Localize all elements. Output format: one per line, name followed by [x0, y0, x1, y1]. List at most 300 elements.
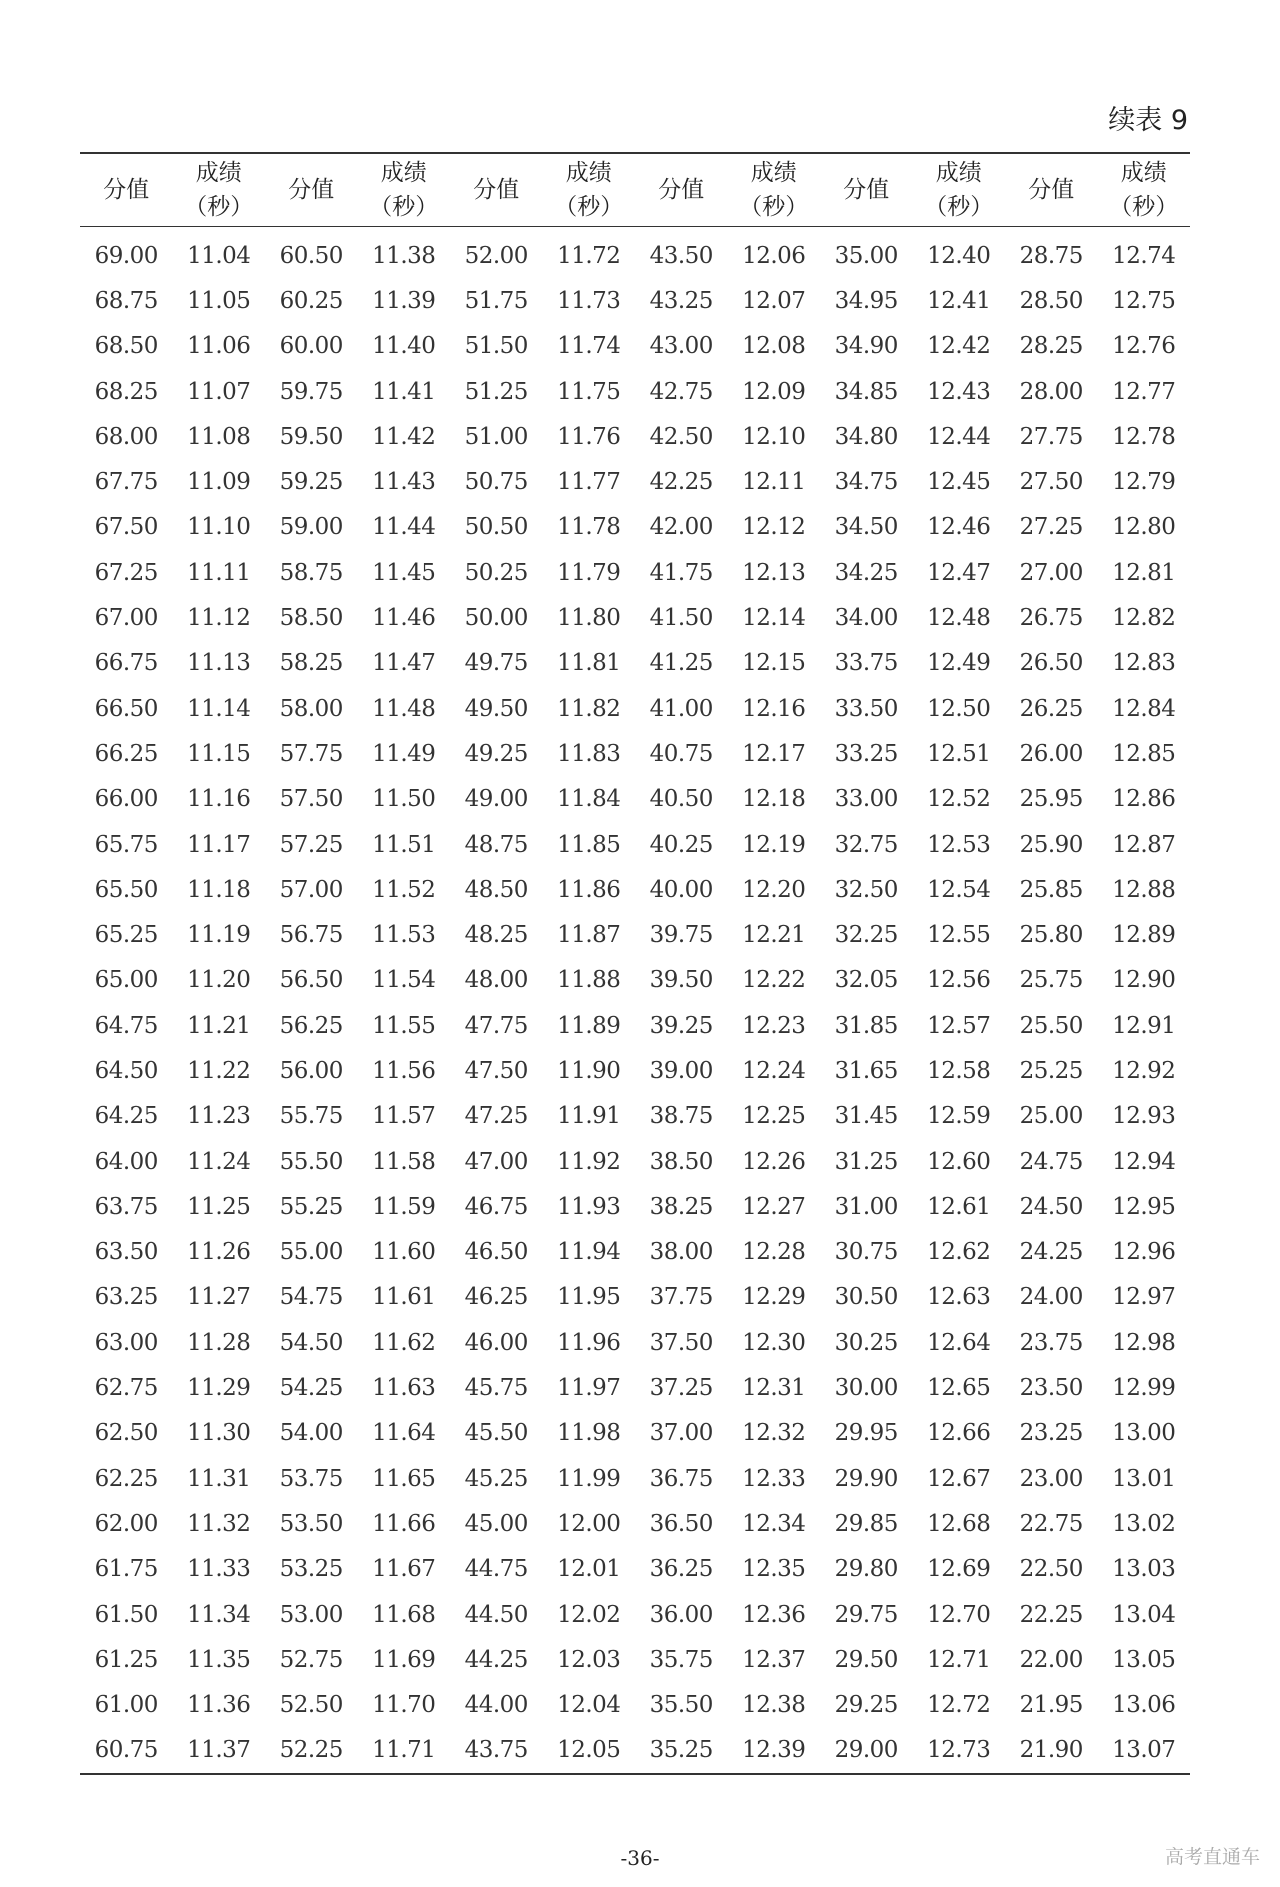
score-cell: 42.00 [649, 514, 713, 541]
result-cell: 12.26 [742, 1148, 806, 1175]
score-cell: 63.00 [94, 1329, 158, 1356]
result-cell: 12.13 [742, 559, 806, 586]
score-cell: 57.50 [279, 786, 343, 813]
score-cell: 57.25 [279, 831, 343, 858]
result-cell: 12.63 [927, 1284, 991, 1311]
score-cell: 35.25 [649, 1737, 713, 1764]
result-cell: 12.06 [742, 242, 806, 269]
result-cell: 11.48 [372, 695, 436, 722]
score-cell: 34.50 [834, 514, 898, 541]
score-cell: 34.85 [834, 378, 898, 405]
result-cell: 11.63 [372, 1375, 436, 1402]
result-cell: 11.92 [557, 1148, 621, 1175]
result-cell: 11.96 [557, 1329, 621, 1356]
result-cell: 11.38 [372, 242, 436, 269]
result-cell: 11.40 [372, 333, 436, 360]
result-cell: 11.83 [557, 740, 621, 767]
score-cell: 31.00 [834, 1193, 898, 1220]
table-row [80, 867, 1190, 912]
score-cell: 38.75 [649, 1103, 713, 1130]
score-cell: 55.75 [279, 1103, 343, 1130]
result-cell: 12.24 [742, 1057, 806, 1084]
result-cell: 11.45 [372, 559, 436, 586]
result-cell: 12.28 [742, 1239, 806, 1266]
result-cell: 11.64 [372, 1420, 436, 1447]
score-cell: 62.25 [94, 1465, 158, 1492]
result-cell: 12.31 [742, 1375, 806, 1402]
result-cell: 11.57 [372, 1103, 436, 1130]
score-cell: 44.25 [464, 1646, 528, 1673]
score-cell: 36.75 [649, 1465, 713, 1492]
result-cell: 11.75 [557, 378, 621, 405]
score-cell: 34.00 [834, 605, 898, 632]
score-cell: 60.50 [279, 242, 343, 269]
score-cell: 40.00 [649, 876, 713, 903]
result-cell: 11.99 [557, 1465, 621, 1492]
score-cell: 47.00 [464, 1148, 528, 1175]
score-cell: 34.25 [834, 559, 898, 586]
result-cell: 12.42 [927, 333, 991, 360]
score-cell: 65.25 [94, 922, 158, 949]
result-cell: 13.06 [1112, 1692, 1176, 1719]
table-row [80, 958, 1190, 1003]
score-cell: 40.75 [649, 740, 713, 767]
score-cell: 46.50 [464, 1239, 528, 1266]
score-cell: 33.25 [834, 740, 898, 767]
score-cell: 64.00 [94, 1148, 158, 1175]
result-cell: 11.84 [557, 786, 621, 813]
result-cell: 12.22 [742, 967, 806, 994]
result-cell: 11.53 [372, 922, 436, 949]
score-cell: 33.00 [834, 786, 898, 813]
result-cell: 11.61 [372, 1284, 436, 1311]
score-cell: 65.75 [94, 831, 158, 858]
table-row [80, 227, 1190, 279]
result-cell: 11.23 [187, 1103, 251, 1130]
table-row [80, 1230, 1190, 1275]
result-cell: 12.62 [927, 1239, 991, 1266]
table-row [80, 1184, 1190, 1229]
score-cell: 58.75 [279, 559, 343, 586]
score-cell: 66.75 [94, 650, 158, 677]
score-cell: 61.75 [94, 1556, 158, 1583]
score-cell: 56.25 [279, 1012, 343, 1039]
score-cell: 25.90 [1019, 831, 1083, 858]
result-cell: 12.18 [742, 786, 806, 813]
result-cell: 11.49 [372, 740, 436, 767]
score-cell: 22.00 [1019, 1646, 1083, 1673]
result-cell: 12.75 [1112, 287, 1176, 314]
result-cell: 12.38 [742, 1692, 806, 1719]
result-cell: 11.47 [372, 650, 436, 677]
score-cell: 59.75 [279, 378, 343, 405]
result-cell: 12.35 [742, 1556, 806, 1583]
score-cell: 24.25 [1019, 1239, 1083, 1266]
result-cell: 12.51 [927, 740, 991, 767]
result-cell: 11.55 [372, 1012, 436, 1039]
result-cell: 12.14 [742, 605, 806, 632]
score-cell: 45.25 [464, 1465, 528, 1492]
result-cell: 12.29 [742, 1284, 806, 1311]
score-cell: 37.50 [649, 1329, 713, 1356]
watermark-text: 高考直通车 [1164, 1846, 1260, 1868]
score-cell: 63.25 [94, 1284, 158, 1311]
score-cell: 25.80 [1019, 922, 1083, 949]
score-cell: 25.95 [1019, 786, 1083, 813]
score-cell: 36.00 [649, 1601, 713, 1628]
score-cell: 39.25 [649, 1012, 713, 1039]
result-cell: 11.80 [557, 605, 621, 632]
score-cell: 44.75 [464, 1556, 528, 1583]
result-cell: 12.33 [742, 1465, 806, 1492]
table-row [80, 1456, 1190, 1501]
result-cell: 12.15 [742, 650, 806, 677]
result-cell: 12.04 [557, 1692, 621, 1719]
result-cell: 12.71 [927, 1646, 991, 1673]
score-cell: 65.00 [94, 967, 158, 994]
score-cell: 57.75 [279, 740, 343, 767]
header-result: 成绩 （秒） [184, 160, 254, 220]
result-cell: 12.98 [1112, 1329, 1176, 1356]
result-cell: 12.91 [1112, 1012, 1176, 1039]
score-cell: 69.00 [94, 242, 158, 269]
result-cell: 11.51 [372, 831, 436, 858]
score-cell: 46.25 [464, 1284, 528, 1311]
result-cell: 11.73 [557, 287, 621, 314]
result-cell: 11.18 [187, 876, 251, 903]
result-cell: 11.39 [372, 287, 436, 314]
score-cell: 43.50 [649, 242, 713, 269]
score-cell: 38.00 [649, 1239, 713, 1266]
result-cell: 11.95 [557, 1284, 621, 1311]
result-cell: 12.78 [1112, 423, 1176, 450]
score-cell: 46.00 [464, 1329, 528, 1356]
score-cell: 26.50 [1019, 650, 1083, 677]
result-cell: 11.06 [187, 333, 251, 360]
result-cell: 12.10 [742, 423, 806, 450]
table-row [80, 1365, 1190, 1410]
result-cell: 12.92 [1112, 1057, 1176, 1084]
result-cell: 11.21 [187, 1012, 251, 1039]
header-score: 分值 [288, 177, 335, 203]
result-cell: 11.89 [557, 1012, 621, 1039]
result-cell: 11.25 [187, 1193, 251, 1220]
score-cell: 36.25 [649, 1556, 713, 1583]
result-cell: 12.01 [557, 1556, 621, 1583]
result-cell: 11.27 [187, 1284, 251, 1311]
result-cell: 12.36 [742, 1601, 806, 1628]
score-cell: 50.00 [464, 605, 528, 632]
result-cell: 12.72 [927, 1692, 991, 1719]
score-cell: 29.90 [834, 1465, 898, 1492]
score-cell: 30.50 [834, 1284, 898, 1311]
result-cell: 11.76 [557, 423, 621, 450]
score-cell: 45.75 [464, 1375, 528, 1402]
result-cell: 12.96 [1112, 1239, 1176, 1266]
result-cell: 12.32 [742, 1420, 806, 1447]
score-cell: 29.95 [834, 1420, 898, 1447]
score-cell: 57.00 [279, 876, 343, 903]
result-cell: 11.24 [187, 1148, 251, 1175]
header-score: 分值 [658, 177, 705, 203]
result-cell: 12.47 [927, 559, 991, 586]
score-cell: 42.25 [649, 469, 713, 496]
score-cell: 29.85 [834, 1510, 898, 1537]
result-cell: 11.59 [372, 1193, 436, 1220]
result-cell: 12.54 [927, 876, 991, 903]
result-cell: 11.43 [372, 469, 436, 496]
result-cell: 11.44 [372, 514, 436, 541]
result-cell: 12.67 [927, 1465, 991, 1492]
result-cell: 12.11 [742, 469, 806, 496]
score-cell: 56.00 [279, 1057, 343, 1084]
score-cell: 51.75 [464, 287, 528, 314]
score-cell: 50.75 [464, 469, 528, 496]
result-cell: 11.90 [557, 1057, 621, 1084]
result-cell: 12.95 [1112, 1193, 1176, 1220]
score-table [80, 152, 1190, 1775]
result-cell: 13.00 [1112, 1420, 1176, 1447]
result-cell: 11.37 [187, 1737, 251, 1764]
table-row [80, 1320, 1190, 1365]
result-cell: 12.99 [1112, 1375, 1176, 1402]
score-cell: 58.25 [279, 650, 343, 677]
score-cell: 42.75 [649, 378, 713, 405]
score-cell: 59.00 [279, 514, 343, 541]
result-cell: 11.78 [557, 514, 621, 541]
score-cell: 63.50 [94, 1239, 158, 1266]
table-row [80, 1501, 1190, 1546]
result-cell: 12.00 [557, 1510, 621, 1537]
score-cell: 38.50 [649, 1148, 713, 1175]
table-body [80, 227, 1190, 1775]
score-cell: 55.25 [279, 1193, 343, 1220]
score-cell: 22.25 [1019, 1601, 1083, 1628]
score-cell: 32.05 [834, 967, 898, 994]
result-cell: 12.80 [1112, 514, 1176, 541]
score-cell: 55.50 [279, 1148, 343, 1175]
table-row [80, 459, 1190, 504]
result-cell: 12.73 [927, 1737, 991, 1764]
result-cell: 12.86 [1112, 786, 1176, 813]
result-cell: 11.74 [557, 333, 621, 360]
score-cell: 40.25 [649, 831, 713, 858]
result-cell: 12.94 [1112, 1148, 1176, 1175]
result-cell: 11.08 [187, 423, 251, 450]
result-cell: 11.09 [187, 469, 251, 496]
score-cell: 30.00 [834, 1375, 898, 1402]
result-cell: 13.01 [1112, 1465, 1176, 1492]
score-cell: 61.00 [94, 1692, 158, 1719]
table-row [80, 1139, 1190, 1184]
score-cell: 54.75 [279, 1284, 343, 1311]
score-cell: 41.50 [649, 605, 713, 632]
result-cell: 12.59 [927, 1103, 991, 1130]
header-result: 成绩 （秒） [554, 160, 624, 220]
result-cell: 11.65 [372, 1465, 436, 1492]
result-cell: 12.56 [927, 967, 991, 994]
score-cell: 24.00 [1019, 1284, 1083, 1311]
result-cell: 11.50 [372, 786, 436, 813]
result-cell: 13.05 [1112, 1646, 1176, 1673]
table-row [80, 1592, 1190, 1637]
score-cell: 68.50 [94, 333, 158, 360]
result-cell: 11.82 [557, 695, 621, 722]
score-cell: 54.00 [279, 1420, 343, 1447]
result-cell: 12.93 [1112, 1103, 1176, 1130]
score-cell: 53.75 [279, 1465, 343, 1492]
table-row [80, 686, 1190, 731]
score-cell: 62.00 [94, 1510, 158, 1537]
result-cell: 12.83 [1112, 650, 1176, 677]
result-cell: 11.77 [557, 469, 621, 496]
score-cell: 28.00 [1019, 378, 1083, 405]
table-row [80, 1003, 1190, 1048]
table-row [80, 595, 1190, 640]
result-cell: 11.04 [187, 242, 251, 269]
result-cell: 11.14 [187, 695, 251, 722]
score-cell: 29.75 [834, 1601, 898, 1628]
score-cell: 25.50 [1019, 1012, 1083, 1039]
result-cell: 12.40 [927, 242, 991, 269]
score-cell: 41.25 [649, 650, 713, 677]
score-cell: 67.75 [94, 469, 158, 496]
score-cell: 67.50 [94, 514, 158, 541]
result-cell: 11.20 [187, 967, 251, 994]
result-cell: 12.30 [742, 1329, 806, 1356]
result-cell: 12.85 [1112, 740, 1176, 767]
score-cell: 32.25 [834, 922, 898, 949]
score-cell: 55.00 [279, 1239, 343, 1266]
result-cell: 12.68 [927, 1510, 991, 1537]
score-cell: 46.75 [464, 1193, 528, 1220]
result-cell: 12.87 [1112, 831, 1176, 858]
result-cell: 12.39 [742, 1737, 806, 1764]
result-cell: 12.76 [1112, 333, 1176, 360]
table-caption: 续表 9 [1108, 105, 1188, 136]
score-cell: 49.75 [464, 650, 528, 677]
table-header-row [80, 153, 1190, 227]
score-cell: 35.50 [649, 1692, 713, 1719]
table-row [80, 414, 1190, 459]
result-cell: 12.03 [557, 1646, 621, 1673]
page-number: -36- [620, 1846, 660, 1870]
result-cell: 12.79 [1112, 469, 1176, 496]
result-cell: 11.33 [187, 1556, 251, 1583]
score-cell: 64.25 [94, 1103, 158, 1130]
score-cell: 51.50 [464, 333, 528, 360]
score-cell: 52.00 [464, 242, 528, 269]
header-result: 成绩 （秒） [739, 160, 809, 220]
result-cell: 12.07 [742, 287, 806, 314]
score-cell: 68.75 [94, 287, 158, 314]
result-cell: 12.05 [557, 1737, 621, 1764]
result-cell: 11.12 [187, 605, 251, 632]
score-cell: 49.25 [464, 740, 528, 767]
score-cell: 22.75 [1019, 1510, 1083, 1537]
result-cell: 12.16 [742, 695, 806, 722]
table-row [80, 1275, 1190, 1320]
result-cell: 12.81 [1112, 559, 1176, 586]
score-cell: 32.75 [834, 831, 898, 858]
score-cell: 24.50 [1019, 1193, 1083, 1220]
table-row [80, 550, 1190, 595]
score-cell: 28.75 [1019, 242, 1083, 269]
score-cell: 25.75 [1019, 967, 1083, 994]
score-cell: 29.00 [834, 1737, 898, 1764]
result-cell: 12.53 [927, 831, 991, 858]
table-row [80, 1411, 1190, 1456]
result-cell: 12.65 [927, 1375, 991, 1402]
score-cell: 47.50 [464, 1057, 528, 1084]
header-score: 分值 [843, 177, 890, 203]
result-cell: 11.46 [372, 605, 436, 632]
result-cell: 12.58 [927, 1057, 991, 1084]
result-cell: 11.88 [557, 967, 621, 994]
header-result: 成绩 （秒） [1109, 160, 1179, 220]
table-row [80, 324, 1190, 369]
result-cell: 12.50 [927, 695, 991, 722]
score-cell: 67.25 [94, 559, 158, 586]
result-cell: 11.30 [187, 1420, 251, 1447]
score-cell: 32.50 [834, 876, 898, 903]
result-cell: 11.81 [557, 650, 621, 677]
score-cell: 58.50 [279, 605, 343, 632]
result-cell: 12.34 [742, 1510, 806, 1537]
score-cell: 49.00 [464, 786, 528, 813]
score-cell: 39.00 [649, 1057, 713, 1084]
score-cell: 29.25 [834, 1692, 898, 1719]
score-cell: 26.00 [1019, 740, 1083, 767]
result-cell: 11.56 [372, 1057, 436, 1084]
result-cell: 12.66 [927, 1420, 991, 1447]
score-cell: 54.25 [279, 1375, 343, 1402]
score-cell: 52.75 [279, 1646, 343, 1673]
table-row [80, 278, 1190, 323]
result-cell: 12.45 [927, 469, 991, 496]
score-cell: 41.75 [649, 559, 713, 586]
score-cell: 24.75 [1019, 1148, 1083, 1175]
header-result: 成绩 （秒） [924, 160, 994, 220]
score-table-container [80, 152, 1190, 1775]
result-cell: 13.07 [1112, 1737, 1176, 1764]
result-cell: 11.42 [372, 423, 436, 450]
score-cell: 34.80 [834, 423, 898, 450]
score-cell: 26.25 [1019, 695, 1083, 722]
score-cell: 25.85 [1019, 876, 1083, 903]
score-cell: 27.75 [1019, 423, 1083, 450]
result-cell: 12.46 [927, 514, 991, 541]
score-cell: 21.90 [1019, 1737, 1083, 1764]
score-cell: 65.50 [94, 876, 158, 903]
score-cell: 47.75 [464, 1012, 528, 1039]
score-cell: 61.25 [94, 1646, 158, 1673]
score-cell: 43.00 [649, 333, 713, 360]
score-cell: 33.75 [834, 650, 898, 677]
result-cell: 11.86 [557, 876, 621, 903]
score-cell: 45.00 [464, 1510, 528, 1537]
score-cell: 64.75 [94, 1012, 158, 1039]
score-cell: 68.25 [94, 378, 158, 405]
score-cell: 58.00 [279, 695, 343, 722]
score-cell: 31.65 [834, 1057, 898, 1084]
score-cell: 34.90 [834, 333, 898, 360]
score-cell: 25.25 [1019, 1057, 1083, 1084]
score-cell: 51.00 [464, 423, 528, 450]
header-score: 分值 [103, 177, 150, 203]
result-cell: 12.02 [557, 1601, 621, 1628]
score-cell: 56.50 [279, 967, 343, 994]
